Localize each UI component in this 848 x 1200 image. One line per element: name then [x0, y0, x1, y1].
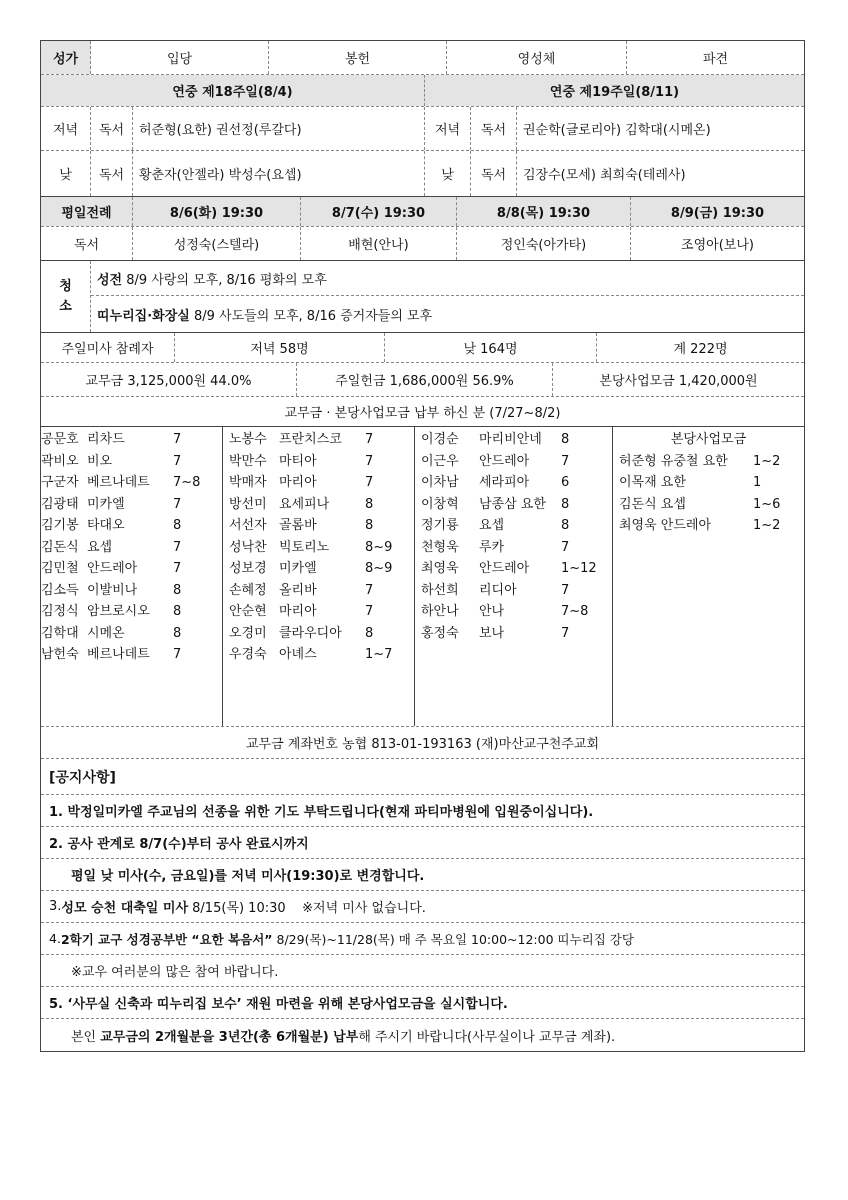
contributor-name: 성낙찬 [229, 539, 267, 555]
contributor-name: 천형욱 [421, 539, 459, 555]
contributor-name: 김기봉 [41, 518, 79, 533]
weekday-date: 8/6(화) 19:30 [133, 197, 301, 226]
weekday-date: 8/8(목) 19:30 [457, 197, 631, 226]
notice-2-detail: 평일 낮 미사(수, 금요일)를 저녁 미사(19:30)로 변경합니다. [41, 859, 804, 891]
contributor-row [229, 623, 414, 645]
contributor-name: 박매자 [229, 475, 267, 490]
weekday-date: 8/7(수) 19:30 [301, 197, 457, 226]
project-contributor-months: 1~6 [753, 496, 781, 512]
contributor-name: 김소득 [41, 582, 79, 598]
week18-day-readers: 황춘자(안젤라) 박성수(요셉) [133, 151, 425, 196]
notice-4 [41, 923, 804, 955]
contributor-baptismal: 마리아 [279, 475, 317, 490]
contributor-name: 이경순 [421, 432, 459, 447]
contributor-row [229, 580, 414, 602]
contributor-name: 김학대 [41, 625, 79, 641]
contributor-name: 남헌숙 [41, 647, 79, 662]
project-contributor-name: 이목재 요한 [619, 475, 686, 490]
contributor-baptismal: 리차드 [87, 432, 125, 447]
account-row [41, 727, 804, 759]
contributor-months: 7 [173, 561, 182, 576]
contributor-months: 8 [561, 432, 570, 447]
week18-evening-readers: 허준형(요한) 권선정(루갈다) [133, 107, 425, 150]
finance-dues: 교무금 3,125,000원 44.0% [41, 363, 297, 396]
contributor-months: 7 [173, 496, 182, 512]
weekday-dates-row [41, 197, 804, 227]
contributor-months: 8 [365, 496, 374, 512]
cleaning-label-char: 소 [59, 298, 72, 314]
contributor-baptismal: 요세피나 [279, 496, 330, 512]
notice-number: 3. [49, 899, 62, 914]
cleaning-rows [91, 261, 804, 332]
finance-row [41, 363, 804, 397]
contributor-months: 7 [173, 647, 182, 662]
notice-4-highlight: 2학기 교구 성경공부반 “요한 복음서” [60, 931, 273, 947]
project-contributor-months: 1~2 [753, 518, 781, 533]
notice-4-detail: 8/29(목)~11/28(목) 매 주 목요일 10:00~12:00 띠누리집 강당 [272, 931, 634, 947]
contributor-months: 1~12 [561, 561, 597, 576]
role-entrance: 입당 [91, 41, 269, 74]
contributor-months: 7~8 [173, 475, 201, 490]
contributor-name: 공문호 [41, 432, 79, 447]
project-contributor-row [619, 494, 804, 516]
contributor-row [421, 537, 612, 559]
project-contributor-months: 1 [753, 475, 762, 490]
notice-5-detail [41, 1019, 804, 1051]
contributor-months: 7 [561, 625, 570, 641]
contributor-row [41, 472, 222, 494]
contributor-baptismal: 안드레아 [479, 453, 530, 469]
contributor-months: 7 [365, 582, 374, 598]
contributors-title-row [41, 397, 804, 427]
contributor-row [41, 515, 222, 537]
notice-5-text: 해 주시기 바랍니다(사무실이나 교무금 계좌). [358, 1029, 616, 1045]
contributor-name: 김민철 [41, 561, 79, 576]
contributor-row [41, 451, 222, 473]
notice-3 [41, 891, 804, 923]
contributor-months: 8 [173, 604, 182, 619]
week19-day-readers: 김장수(모세) 최희숙(테레사) [523, 168, 686, 183]
contributor-months: 7 [365, 432, 374, 447]
notice-5-highlight: 교무금의 2개월분을 3년간(총 6개월분) 납부 [100, 1029, 359, 1045]
contributor-name: 손혜정 [229, 582, 267, 598]
contributor-months: 8 [561, 518, 570, 533]
project-contributor-row [619, 472, 804, 494]
attendance-total: 계 222명 [673, 342, 728, 357]
role-communion: 영성체 [447, 41, 627, 74]
contributor-row [229, 429, 414, 451]
contributor-row [41, 494, 222, 516]
weekday-reader: 성정숙(스텔라) [133, 227, 301, 260]
contributor-row [421, 623, 612, 645]
contributor-row [41, 644, 222, 666]
contributor-baptismal: 마리아 [279, 604, 317, 619]
contributor-months: 7 [173, 539, 182, 555]
contributor-name: 홍정숙 [421, 625, 459, 641]
contributor-baptismal: 이발비나 [87, 582, 138, 598]
contributor-baptismal: 미카엘 [87, 496, 125, 512]
contributor-months: 7 [561, 453, 570, 469]
contributor-row [229, 537, 414, 559]
contributor-name: 곽비오 [41, 453, 79, 469]
contributor-baptismal: 안나 [479, 604, 505, 619]
contributor-months: 7 [365, 453, 374, 469]
contributor-row [41, 429, 222, 451]
cleaning-place: 성전 [97, 272, 123, 288]
contributor-row [421, 515, 612, 537]
project-contributor-months: 1~2 [753, 453, 781, 469]
contributor-baptismal: 요셉 [479, 518, 505, 533]
contributor-baptismal: 요셉 [87, 539, 113, 555]
cleaning-place: 띠누리집·화장실 [97, 308, 190, 324]
contributor-baptismal: 암브로시오 [87, 604, 150, 619]
contributor-baptismal: 타대오 [87, 518, 125, 533]
cleaning-detail: 8/9 사랑의 모후, 8/16 평화의 모후 [126, 272, 327, 288]
reading-label: 독서 [471, 151, 517, 196]
account-number: 교무금 계좌번호 농협 813-01-193163 (재)마산교구천주교회 [245, 737, 600, 752]
week19-header: 연중 제19주일(8/11) [425, 75, 804, 106]
contributor-row [421, 580, 612, 602]
contributor-baptismal: 마리비안네 [479, 432, 542, 447]
cleaning-detail: 8/9 사도들의 모후, 8/16 증거자들의 모후 [194, 308, 433, 324]
contributor-baptismal: 리디아 [479, 582, 517, 598]
contributor-name: 방선미 [229, 496, 267, 512]
contributor-row [421, 494, 612, 516]
contributor-months: 8 [173, 518, 182, 533]
notice-3-highlight: 성모 승천 대축일 미사 [61, 901, 189, 916]
contributor-months: 8~9 [365, 561, 393, 576]
contributor-baptismal: 비오 [87, 453, 113, 469]
contributor-name: 김정식 [41, 604, 79, 619]
day-label: 낮 [41, 151, 91, 196]
contributor-baptismal: 미카엘 [279, 561, 317, 576]
weekday-label: 평일전례 [41, 197, 133, 226]
project-contributors-column [613, 427, 804, 726]
contributor-row [41, 623, 222, 645]
cleaning-label-char: 청 [59, 278, 72, 294]
week19-evening-readers: 권순학(글로리아) 김학대(시메온) [523, 123, 711, 138]
notice-5: 5. ‘사무실 신축과 띠누리집 보수’ 재원 마련을 위해 본당사업모금을 실시합니다. [41, 987, 804, 1019]
contributors-column-2 [223, 427, 415, 726]
contributor-name: 서선자 [229, 518, 267, 533]
day-label: 낮 [425, 151, 471, 196]
contributor-baptismal: 클라우디아 [279, 625, 342, 641]
weekday-reader: 정인숙(아가타) [457, 227, 631, 260]
evening-reader-row [41, 107, 804, 151]
contributor-name: 박만수 [229, 453, 267, 469]
contributor-row [421, 472, 612, 494]
contributor-name: 오경미 [229, 625, 267, 641]
cleaning-row-hall [91, 296, 804, 332]
finance-project: 본당사업모금 1,420,000원 [599, 374, 758, 389]
contributor-name: 김돈식 [41, 539, 79, 555]
project-contributor-name: 김돈식 요셉 [619, 496, 686, 512]
weekday-reader: 조영아(보나) [681, 238, 754, 253]
contributor-months: 7 [365, 475, 374, 490]
notice-4-note: ※교우 여러분의 많은 참여 바랍니다. [41, 955, 804, 987]
project-contributor-name: 허준형 유중철 요한 [619, 453, 728, 469]
contributor-baptismal: 올리바 [279, 582, 317, 598]
attendance-label: 주일미사 참례자 [41, 333, 175, 362]
contributor-baptismal: 아녜스 [279, 647, 317, 662]
contributor-months: 8 [561, 496, 570, 512]
contributor-name: 성보경 [229, 561, 267, 576]
notice-5-text: 본인 [71, 1029, 101, 1045]
contributor-row [229, 451, 414, 473]
contributor-name: 노봉수 [229, 432, 267, 447]
contributor-months: 8 [173, 625, 182, 641]
contributor-row [41, 601, 222, 623]
contributor-row [229, 601, 414, 623]
contributor-row [229, 644, 414, 666]
contributor-row [421, 601, 612, 623]
contributor-row [421, 451, 612, 473]
project-contributor-row [619, 451, 804, 473]
contributor-months: 7~8 [561, 604, 589, 619]
contributor-baptismal: 세라피아 [479, 475, 530, 490]
reading-label: 독서 [471, 107, 517, 150]
week18-header: 연중 제18주일(8/4) [41, 75, 425, 106]
reading-label: 독서 [91, 151, 133, 196]
contributor-name: 하안나 [421, 604, 459, 619]
attendance-day: 낮 164명 [385, 333, 597, 362]
finance-offering: 주일헌금 1,686,000원 56.9% [297, 363, 553, 396]
cleaning-label [41, 261, 91, 332]
contributor-baptismal: 안드레아 [87, 561, 138, 576]
contributors-table [41, 427, 804, 727]
contributor-row [229, 472, 414, 494]
contributor-baptismal: 시메온 [87, 625, 125, 641]
evening-label: 저녁 [41, 107, 91, 150]
day-reader-row [41, 151, 804, 197]
contributor-months: 1~7 [365, 647, 393, 662]
contributor-months: 7 [173, 453, 182, 469]
weekday-readers-row [41, 227, 804, 261]
notice-number: 4. [49, 931, 61, 946]
notice-2: 2. 공사 관계로 8/7(수)부터 공사 완료시까지 [41, 827, 804, 859]
attendance-row [41, 333, 804, 363]
contributor-row [41, 558, 222, 580]
contributor-name: 우경숙 [229, 647, 267, 662]
role-dismissal: 파견 [702, 52, 729, 67]
notice-title: [공지사항] [41, 759, 804, 795]
project-contributor-row [619, 515, 804, 537]
contributor-months: 8 [365, 518, 374, 533]
contributor-row [41, 537, 222, 559]
contributor-row [421, 558, 612, 580]
notice-3-detail: 8/15(목) 10:30 ※저녁 미사 없습니다. [188, 901, 426, 916]
notice-1: 1. 박정일미카엘 주교님의 선종을 위한 기도 부탁드립니다(현재 파티마병원에 입원중이십니다). [41, 795, 804, 827]
project-title: 본당사업모금 [670, 432, 747, 447]
contributor-row [229, 494, 414, 516]
contributor-name: 구군자 [41, 475, 79, 490]
weekday-reading-label: 독서 [41, 227, 133, 260]
contributor-name: 하선희 [421, 582, 459, 598]
contributor-months: 7 [561, 582, 570, 598]
reading-label: 독서 [91, 107, 133, 150]
attendance-evening: 저녁 58명 [175, 333, 385, 362]
role-offertory: 봉헌 [269, 41, 447, 74]
contributor-baptismal: 골롬바 [279, 518, 317, 533]
contributor-name: 이근우 [421, 453, 459, 469]
contributor-baptismal: 남종삼 요한 [479, 496, 546, 512]
contributor-row [41, 580, 222, 602]
contributor-months: 7 [173, 432, 182, 447]
contributor-name: 이창혁 [421, 496, 459, 512]
project-contributor-name: 최영욱 안드레아 [619, 518, 712, 533]
contributor-months: 7 [561, 539, 570, 555]
contributor-name: 김광태 [41, 496, 79, 512]
contributor-baptismal: 보나 [479, 625, 505, 641]
bulletin-document [40, 40, 805, 1052]
contributors-title: 교무금 · 본당사업모금 납부 하신 분 (7/27~8/2) [284, 406, 561, 421]
contributor-baptismal: 마티아 [279, 453, 317, 469]
contributor-months: 8 [365, 625, 374, 641]
contributor-baptismal: 베르나데트 [87, 647, 150, 662]
hymn-label: 성가 [41, 41, 91, 74]
contributor-row [421, 429, 612, 451]
week-header-row [41, 75, 804, 107]
contributor-months: 8~9 [365, 539, 393, 555]
hymn-roles-row [41, 41, 804, 75]
contributor-name: 정기룡 [421, 518, 459, 533]
contributor-name: 이차남 [421, 475, 459, 490]
evening-label: 저녁 [425, 107, 471, 150]
contributor-baptismal: 빅토리노 [279, 539, 330, 555]
cleaning-section [41, 261, 804, 333]
contributor-baptismal: 베르나데트 [87, 475, 150, 490]
contributor-name: 안순현 [229, 604, 267, 619]
contributors-column-1 [41, 427, 223, 726]
weekday-reader: 배현(안나) [301, 227, 457, 260]
contributor-months: 7 [365, 604, 374, 619]
contributor-baptismal: 안드레아 [479, 561, 530, 576]
contributor-months: 8 [173, 582, 182, 598]
contributor-baptismal: 프란치스코 [279, 432, 342, 447]
contributor-row [229, 558, 414, 580]
cleaning-row-sanctuary [91, 261, 804, 296]
contributors-column-3 [415, 427, 613, 726]
contributor-name: 최영욱 [421, 561, 459, 576]
contributor-baptismal: 루카 [479, 539, 505, 555]
contributor-row [229, 515, 414, 537]
contributor-months: 6 [561, 475, 570, 490]
weekday-date: 8/9(금) 19:30 [631, 197, 804, 226]
